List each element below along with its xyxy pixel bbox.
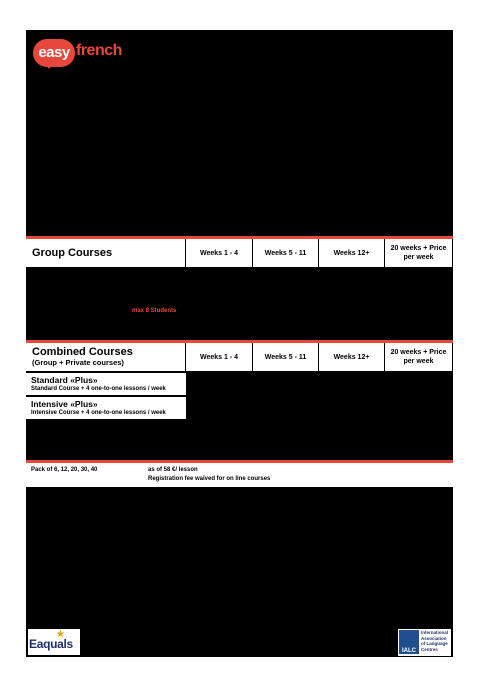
price-sheet: [26, 30, 453, 657]
intensive-plus-row: [26, 397, 186, 419]
ialc-label: IALC: [402, 648, 416, 654]
eaquals-badge: [28, 629, 80, 655]
group-col-weeks-1-4: Weeks 1 - 4: [186, 239, 253, 267]
eaquals-wordmark: Eaquals: [29, 637, 73, 651]
intensive-plus-desc: Intensive Course + 4 one-to-one lessons / week: [31, 410, 166, 416]
star-icon: ★: [56, 629, 65, 640]
pack-fee-note: Registration fee waived for on line courses: [148, 476, 271, 482]
ialc-badge: [398, 629, 451, 656]
ialc-text: International Association of Language Centres: [421, 630, 449, 652]
standard-plus-desc: Standard Course + 4 one-to-one lessons / week: [31, 386, 166, 392]
globe-icon: [399, 630, 419, 654]
combined-col-20-weeks: 20 weeks + Price per week: [385, 343, 453, 371]
combined-col-weeks-5-11: Weeks 5 - 11: [253, 343, 319, 371]
combined-col-weeks-12: Weeks 12+: [319, 343, 385, 371]
group-col-weeks-12: Weeks 12+: [319, 239, 385, 267]
logo-bubble: easy: [33, 39, 75, 67]
group-col-weeks-5-11: Weeks 5 - 11: [253, 239, 319, 267]
easy-french-logo: [33, 39, 121, 73]
standard-plus-row: [26, 373, 186, 395]
logo-word-french: french: [76, 42, 122, 59]
lesson-pack-row: [26, 463, 453, 487]
combined-courses-title-cell: [26, 343, 186, 371]
combined-courses-subtitle: (Group + Private courses): [32, 357, 124, 367]
group-header-row: [26, 239, 453, 267]
intensive-plus-name: Intensive «Plus»: [31, 399, 98, 409]
group-max-students-note: max 8 Students: [132, 308, 177, 314]
logo-bubble-tail: [43, 61, 55, 69]
group-courses-title: Group Courses: [26, 239, 186, 267]
standard-plus-name: Standard «Plus»: [31, 375, 98, 385]
combined-col-weeks-1-4: Weeks 1 - 4: [186, 343, 253, 371]
combined-header-row: [26, 343, 453, 371]
pack-price: as of 58 €/ lesson: [148, 467, 198, 473]
combined-courses-title: Combined Courses: [32, 345, 133, 358]
group-col-20-weeks: 20 weeks + Price per week: [385, 239, 453, 267]
pack-label: Pack of 6, 12, 20, 30, 40: [31, 467, 98, 473]
